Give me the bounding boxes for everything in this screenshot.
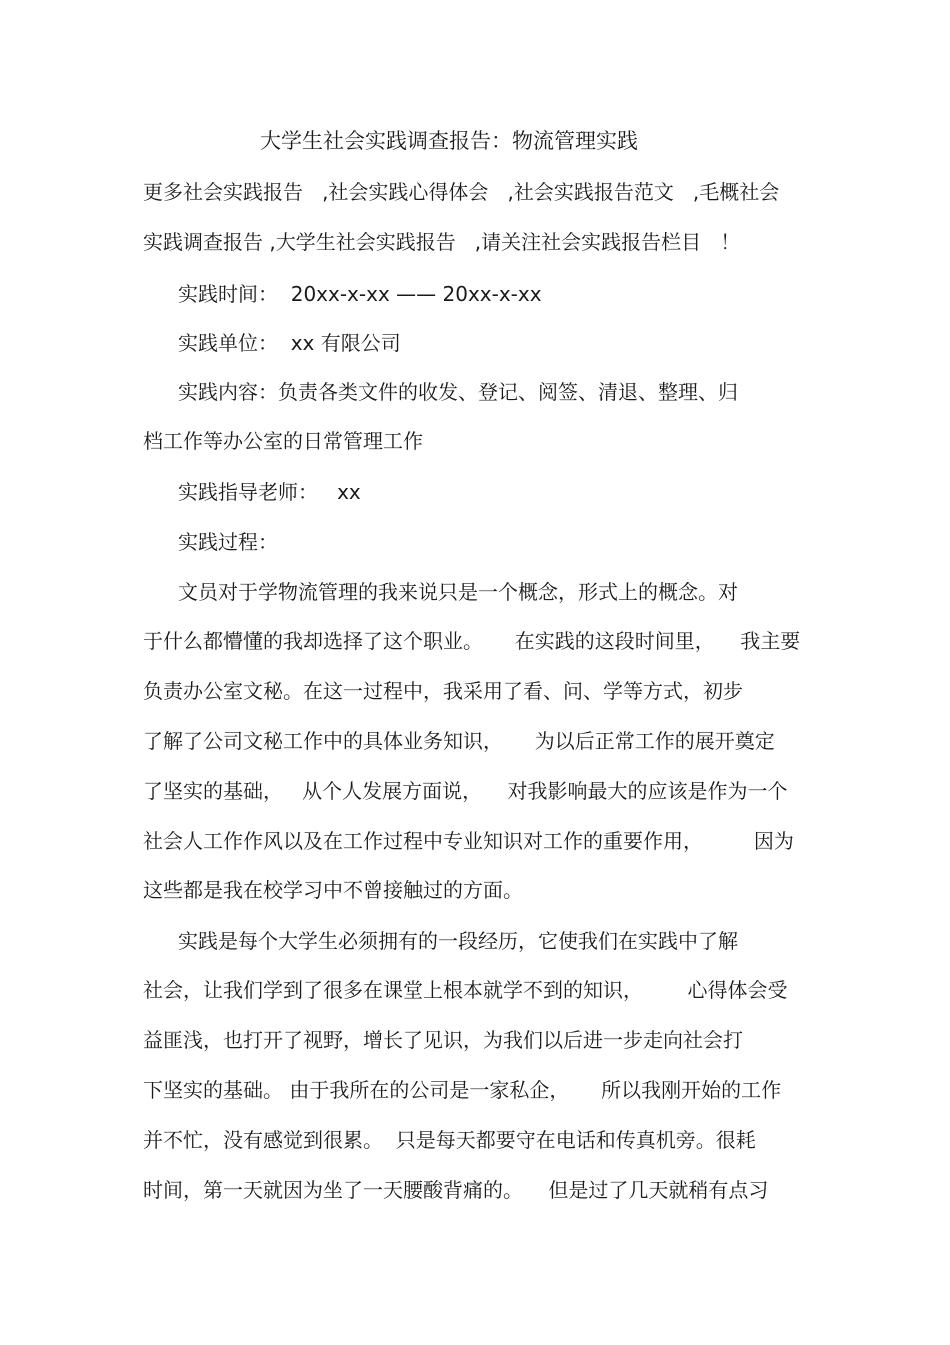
field-practice-content: 实践内容：负责各类文件的收发、登记、阅签、清退、整理、归 — [178, 380, 738, 404]
field-practice-content-cont: 档工作等办公室的日常管理工作 — [143, 429, 423, 453]
paragraph2-line: 下坚实的基础。 由于我所在的公司是一家私企， 所以我刚开始的工作 — [143, 1078, 782, 1102]
paragraph1-line: 这些都是我在校学习中不曾接触过的方面。 — [143, 878, 523, 902]
field-practice-unit: 实践单位： xx 有限公司 — [178, 331, 401, 355]
paragraph1-line: 了解了公司文秘工作中的具体业务知识， 为以后正常工作的展开奠定 — [143, 729, 775, 753]
field-practice-mentor: 实践指导老师： xx — [178, 480, 361, 504]
field-practice-time: 实践时间： 20xx-x-xx —— 20xx-x-xx — [178, 282, 542, 306]
paragraph2-line: 实践是每个大学生必须拥有的一段经历，它使我们在实践中了解 — [178, 929, 738, 953]
intro-line-1: 更多社会实践报告 ,社会实践心得体会 ,社会实践报告范文 ,毛概社会 — [143, 180, 780, 204]
paragraph2-line: 并不忙，没有感觉到很累。 只是每天都要守在电话和传真机旁。很耗 — [143, 1128, 756, 1152]
paragraph2-line: 时间，第一天就因为坐了一天腰酸背痛的。 但是过了几天就稍有点习 — [143, 1178, 769, 1202]
paragraph1-line: 社会人工作作风以及在工作过程中专业知识对工作的重要作用， 因为 — [143, 829, 794, 853]
intro-line-2: 实践调查报告 ,大学生社会实践报告 ,请关注社会实践报告栏目 ！ — [143, 230, 741, 254]
paragraph1-line: 了坚实的基础， 从个人发展方面说， 对我影响最大的应该是作为一个 — [143, 779, 788, 803]
paragraph1-line: 文员对于学物流管理的我来说只是一个概念，形式上的概念。对 — [178, 580, 738, 604]
field-practice-process: 实践过程： — [178, 530, 278, 554]
paragraph1-line: 负责办公室文秘。在这一过程中，我采用了看、问、学等方式，初步 — [143, 679, 743, 703]
document-title: 大学生社会实践调查报告：物流管理实践 — [260, 129, 638, 153]
paragraph2-line: 益匪浅，也打开了视野，增长了见识，为我们以后进一步走向社会打 — [143, 1028, 743, 1052]
paragraph1-line: 于什么都懵懂的我却选择了这个职业。 在实践的这段时间里， 我主要 — [143, 629, 801, 653]
paragraph2-line: 社会，让我们学到了很多在课堂上根本就学不到的知识， 心得体会受 — [143, 978, 788, 1002]
